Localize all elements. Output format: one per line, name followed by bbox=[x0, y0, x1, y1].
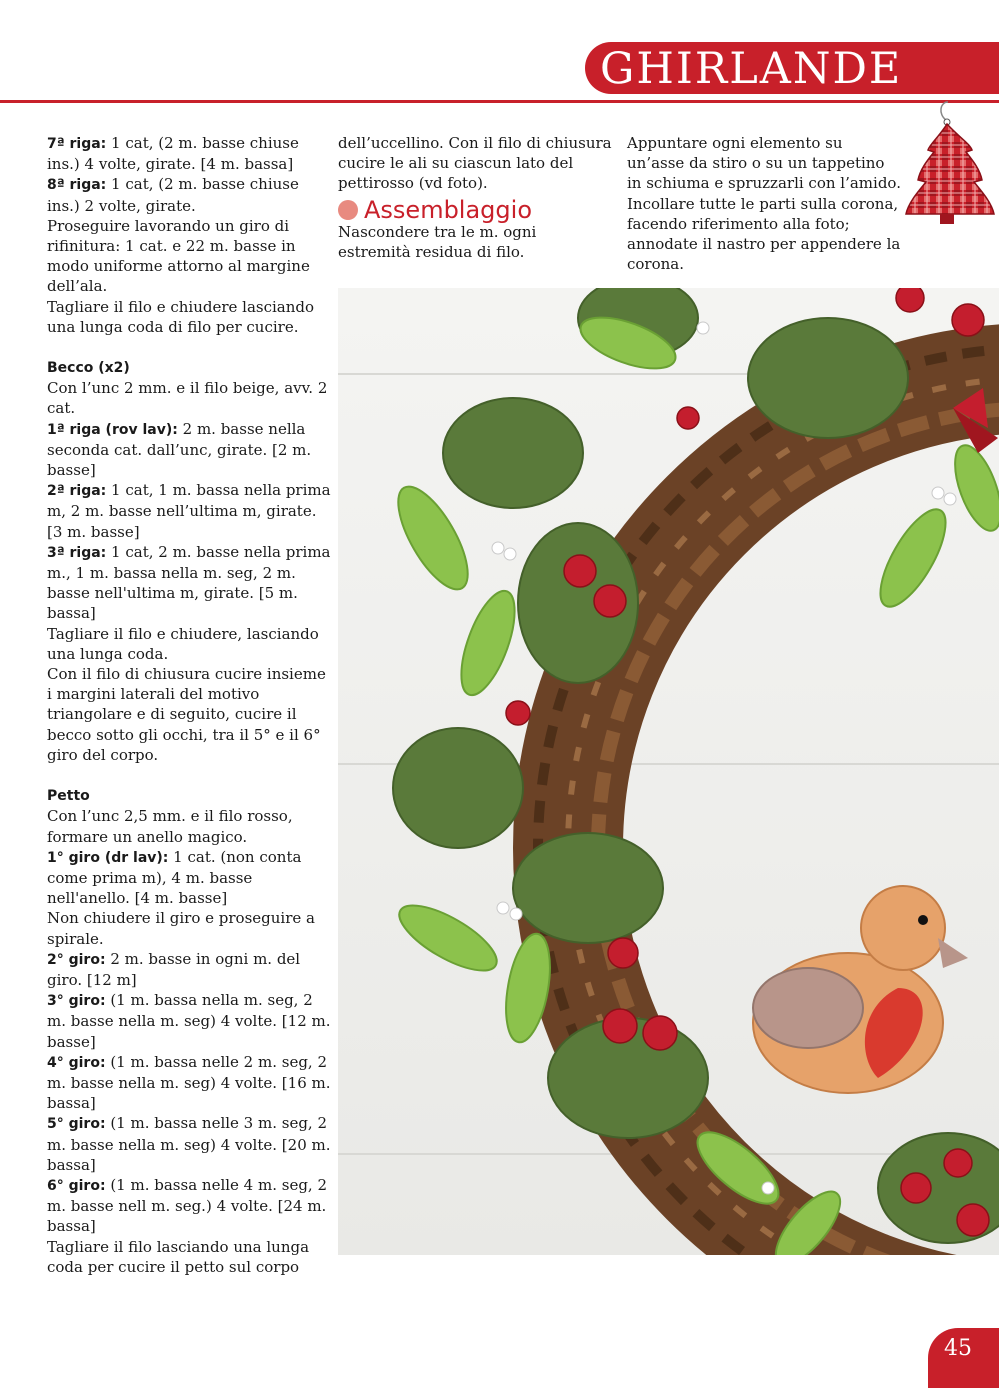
beak-row-2: 2ª riga: 1 cat, 1 m. bassa nella prima m, 2 m. basse nell’ultima m, girate. [3 m. basse] bbox=[47, 481, 331, 541]
chest-round-4: 4° giro: (1 m. bassa nelle 2 m. seg, 2 m. basse nella m. seg) 4 volte. [16 m. bassa] bbox=[47, 1052, 331, 1113]
chest-round-3: 3° giro: (1 m. bassa nella m. seg, 2 m. basse nella m. seg) 4 volte. [12 m. basse] bbox=[47, 991, 331, 1051]
beak-title: Becco (x2) bbox=[47, 360, 130, 377]
chest-intro: Con l’unc 2,5 mm. e il filo rosso, formare un anello magico. bbox=[47, 807, 293, 846]
chest-round-6: 6° giro: (1 m. bassa nelle 4 m. seg, 2 m. basse nell m. seg.) 4 volte. [24 m. bassa] bbox=[47, 1175, 328, 1236]
chest-title: Petto bbox=[47, 788, 90, 805]
page-number: 45 bbox=[944, 1336, 972, 1361]
chest-round-2: 2° giro: 2 m. basse in ogni m. del giro. [12 m] bbox=[47, 949, 301, 989]
chest-spiral: Non chiudere il giro e proseguire a spirale. bbox=[47, 909, 315, 948]
beak-cut: Tagliare il filo e chiudere, lasciando una lunga coda. bbox=[47, 624, 319, 663]
christmas-tree-ornament-icon bbox=[900, 100, 999, 230]
chest-round-5: 5° giro: (1 m. bassa nelle 3 m. seg, 2 m. basse nella m. seg) 4 volte. [20 m. bassa] bbox=[47, 1114, 331, 1174]
page-title: GHIRLANDE bbox=[600, 44, 903, 94]
beak-row-1: 1ª riga (rov lav): 2 m. basse nella seconda cat. dall’unc, girate. [2 m. basse] bbox=[47, 419, 312, 480]
assembly-text: Nascondere tra le m. ogni estremità residua di filo. bbox=[338, 222, 537, 262]
row-7: 7ª riga: 1 cat, (2 m. basse chiuse ins.) 4 volte, girate. [4 m. bassa] bbox=[47, 134, 299, 174]
finish-round-text: Proseguire lavorando un giro di rifinitura: 1 cat. e 22 m. basse in modo uniforme attorno al margine dell’ala. bbox=[47, 216, 310, 296]
column-2 bbox=[338, 133, 613, 262]
wreath-photo bbox=[338, 288, 999, 1255]
beak-intro: Con l’unc 2 mm. e il filo beige, avv. 2 cat. bbox=[47, 379, 328, 418]
row-8: 8ª riga: 1 cat, (2 m. basse chiuse ins.) 2 volte, girate. bbox=[47, 175, 299, 215]
beak-row-3: 3ª riga: 1 cat, 2 m. basse nella prima m., 1 m. bassa nella m. seg, 2 m. basse nell'ultima m, girate. [5 m. bassa] bbox=[47, 542, 331, 623]
cut-thread-text: Tagliare il filo e chiudere lasciando una lunga coda di filo per cucire. bbox=[47, 297, 315, 336]
column-1 bbox=[47, 133, 332, 1277]
chest-round-1: 1° giro (dr lav): 1 cat. (non conta come prima m), 4 m. basse nell'anello. [4 m. basse] bbox=[47, 847, 302, 908]
final-instructions: Appuntare ogni elemento su un’asse da stiro o su un tappetino in schiuma e spruzzarli con l’amido. Incollare tutte le parti sulla corona, facendo riferimento alla foto; annodate il nastro per appendere la corona. bbox=[627, 134, 901, 274]
bullet-icon bbox=[338, 200, 358, 220]
header-rule bbox=[0, 100, 999, 103]
assembly-heading: Assemblaggio bbox=[338, 200, 613, 220]
wings-text: dell’uccellino. Con il filo di chiusura cucire le ali su ciascun lato del pettirosso (vd foto). bbox=[338, 134, 612, 193]
beak-sew: Con il filo di chiusura cucire insieme i margini laterali del motivo triangolare e di seguito, cucire il becco sotto gli occhi, tra il 5° e il 6° giro del corpo. bbox=[47, 665, 326, 764]
column-3 bbox=[627, 133, 902, 274]
chest-cut: Tagliare il filo lasciando una lunga coda per cucire il petto sul corpo bbox=[47, 1237, 310, 1276]
